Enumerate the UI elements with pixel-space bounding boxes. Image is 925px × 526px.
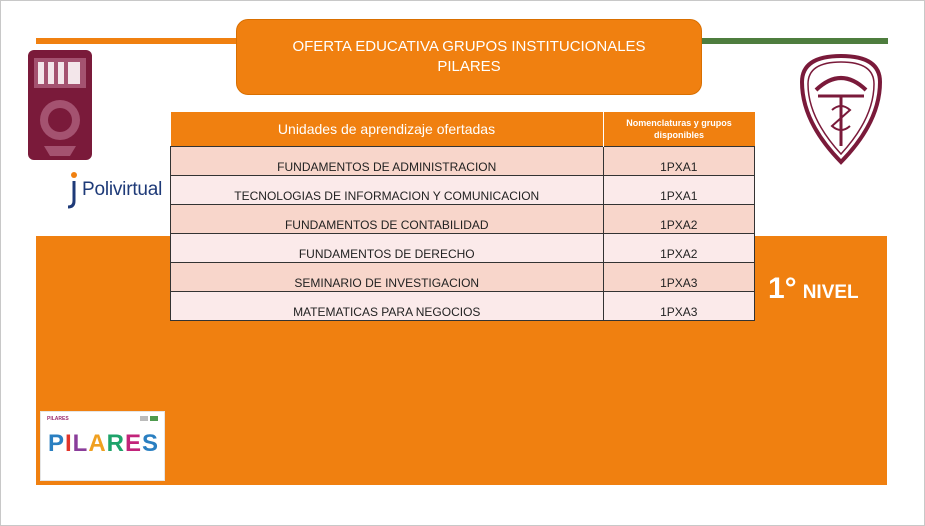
pilares-logo-card [40,411,165,481]
table-row [171,147,755,176]
header-groups: Nomenclaturas y grupos disponibles [603,112,755,147]
unit-cell: TECNOLOGIAS DE INFORMACION Y COMUNICACION [171,176,604,205]
table-row [171,234,755,263]
top-accent-line-green [700,38,888,44]
courses-table [170,112,755,321]
pilares-small-label: PILARES [47,416,69,422]
table-row [171,205,755,234]
table-row [171,263,755,292]
level-word: NIVEL [802,282,859,303]
title-line-1: OFERTA EDUCATIVA GRUPOS INSTITUCIONALES [292,38,646,55]
partner-logos-icon [140,416,158,421]
unit-cell: FUNDAMENTOS DE CONTABILIDAD [171,205,604,234]
unit-cell: SEMINARIO DE INVESTIGACION [171,263,604,292]
group-cell: 1PXA2 [603,205,755,234]
level-number: 1° [768,272,797,305]
pilares-wordmark-text: PILARES [47,430,160,457]
table-row [171,176,755,205]
title-banner [236,19,702,95]
polivirtual-logo [66,170,162,210]
title-line-2: PILARES [437,58,501,75]
esca-logo-icon [796,52,886,166]
top-accent-line-orange [36,38,236,44]
unit-cell: FUNDAMENTOS DE DERECHO [171,234,604,263]
group-cell: 1PXA3 [603,292,755,321]
group-cell: 1PXA3 [603,263,755,292]
header-units: Unidades de aprendizaje ofertadas [171,112,604,147]
group-cell: 1PXA1 [603,147,755,176]
pilares-wordmark [41,430,166,458]
table-row [171,292,755,321]
group-cell: 1PXA1 [603,176,755,205]
group-cell: 1PXA2 [603,234,755,263]
table-header-row [171,112,755,147]
polivirtual-text: Polivirtual [82,179,163,200]
unit-cell: FUNDAMENTOS DE ADMINISTRACION [171,147,604,176]
unit-cell: MATEMATICAS PARA NEGOCIOS [171,292,604,321]
level-label [768,272,859,306]
polivirtual-mark-icon [66,171,78,209]
ipn-logo-icon [24,46,96,164]
